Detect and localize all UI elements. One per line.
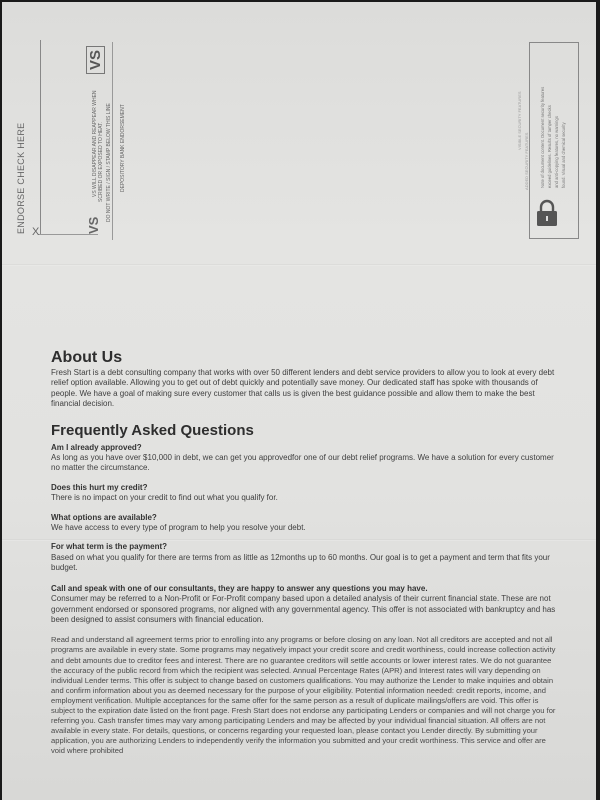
signature-line	[38, 234, 98, 235]
faq-item	[51, 513, 557, 534]
legal-disclaimer: Read and understand all agreement terms prior to enrolling into any programs or before closing on any loan. Not all creditors are accepted and not all programs are available in every state. Some programs may negatively impact your credit score and credit worthiness, could increase collection activity and debt amounts due to creditor fees and interest. There are no guarantee creditors will settle accounts or lower interest rates. We do not guarantee the accuracy of the public record from which the recipient was selected. Annual Percentage Rates (APR) and Interest rates will vary depending on individual Lender terms. This offer is subject to change based on customers qualifications. You may authorize the Lender to make inquiries and obtain and confirm information about you as deemed necessary for the purpose of your eligibility. Potential information needed: credit reports, income, and employment verification. Multiple acceptances for the same offer for the same person as a result of duplicate mailings/offers are void. This offer is subject to the expiration date listed on the front page. Fresh Start does not endorse any participating Lenders or companies and will not charge you for referring you. Cash transfer times may vary among participating Lenders and may be affected by your individual financial situation. All offers are not available in every state. For details, questions, or concerns regarding your requested loan, please contact you Lender directly. By submitting your application, you are authorizing Lenders to independently verify the information you submitted and your credit worthiness. This service and offer are void where prohibited	[51, 635, 556, 756]
faq-item	[51, 443, 557, 474]
document-paper	[2, 2, 596, 800]
faq-question: What options are available?	[51, 512, 157, 522]
document-body	[51, 348, 557, 756]
faq-answer: As long as you have over $10,000 in debt, we can get you approvedfor one of our debt relief programs. We have a solution for every customer no matter the circumstance.	[51, 453, 554, 473]
faq-heading: Frequently Asked Questions	[51, 421, 254, 439]
padlock-icon	[535, 198, 559, 228]
faq-question: For what term is the payment?	[51, 542, 168, 552]
endorse-mark: X	[32, 226, 40, 238]
call-section	[51, 584, 557, 626]
security-box-text: exceed guidelines. Results of tamper checks	[547, 105, 552, 188]
do-not-write-notice: DO NOT WRITE / SIGN / STAMP BELOW THIS LINE	[106, 103, 112, 222]
security-box-text: found. Visual and chemical security	[561, 122, 566, 188]
security-warning-line: VS WILL DISAPPEAR AND REAPPEAR WHEN	[92, 90, 98, 197]
call-heading: Call and speak with one of our consultants, they are happy to answer any questions you may have.	[51, 583, 428, 593]
faq-answer: Based on what you qualify for there are terms from as little as 12months up to 60 months. Our goal is to get a payment and term that fits your budget.	[51, 552, 550, 573]
about-heading: About Us	[51, 349, 123, 366]
about-paragraph: Fresh Start is a debt consulting company that works with over 50 different lenders and debt service providers to allow you to look at every debt relief option available. Allowing you to get out of debt quickly and potentially save money. Our dedicated staff has spoke with thousands of people. We have a goal of making sure every customer that calls us is given the best guidance possible and allow them to make the best financial decision.	[51, 368, 555, 409]
faq-answer: We have access to every type of program to help you resolve your debt.	[51, 523, 306, 533]
faq-answer: There is no impact on your credit to find out what you qualify for.	[51, 493, 278, 503]
security-box-text: and anti-copying features, no warnings	[554, 116, 559, 188]
security-warning-line: SCRIBED OR EXPOSED TO HEAT.	[98, 121, 104, 202]
faq-item	[51, 483, 557, 504]
endorse-line	[40, 40, 41, 235]
security-feature-note: VISIBLE SECURITY FEATURES	[517, 91, 522, 150]
fold-crease	[2, 264, 596, 266]
security-box-text: Note of document content. Document security features	[540, 86, 545, 188]
faq-question: Does this hurt my credit?	[51, 482, 148, 492]
vs-logo-small: VS	[86, 216, 101, 234]
security-feature-note: ADDED SECURITY FEATURES	[524, 132, 529, 190]
faq-item	[51, 542, 557, 573]
endorse-label: ENDORSE CHECK HERE	[16, 122, 26, 234]
vs-logo: VS	[86, 46, 105, 74]
deposit-line	[112, 42, 113, 240]
faq-question: Am I already approved?	[51, 442, 142, 452]
deposit-label: DEPOSITORY BANK ENDORSEMENT	[120, 104, 126, 192]
call-body: Consumer may be referred to a Non-Profit or For-Profit company based upon a detailed analysis of their current financial state. These are not government endorsed or sponsored programs, nor aligned with any governmental agency. This offer is not associated with bankruptcy and has been designed to assist consumers with financial education.	[51, 594, 556, 624]
